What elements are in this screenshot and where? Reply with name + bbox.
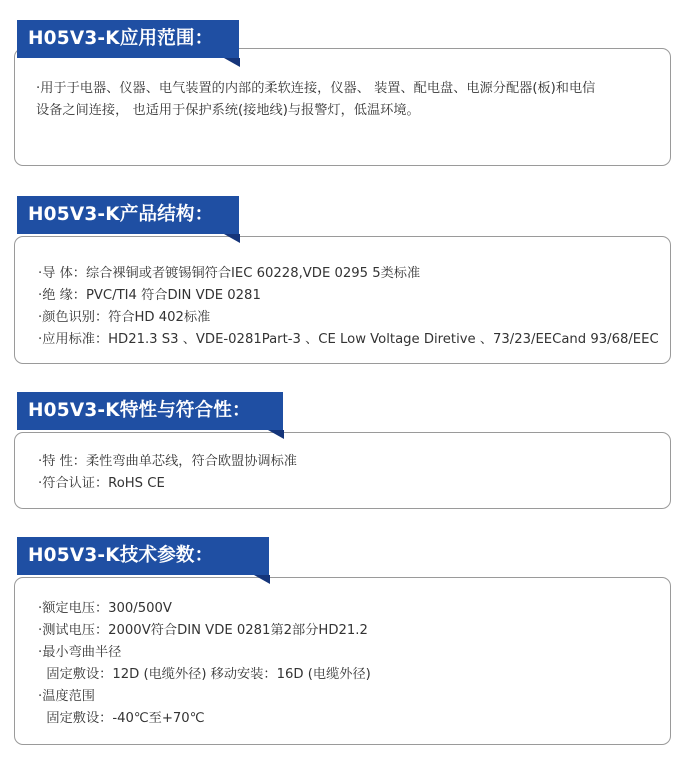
body-line: ·应用标准：HD21.3 S3 、VDE-0281Part-3 、CE Low Voltage Diretive 、73/23/EECand 93/68/EEC [38, 332, 659, 347]
body-line: ·符合认证：RoHS CE [38, 476, 165, 491]
body-line: ·颜色识别：符合HD 402标准 [38, 310, 211, 325]
body-line: 固定敷设：-40℃至+70℃ [38, 711, 205, 726]
body-line: ·导 体：综合裸铜或者镀锡铜符合IEC 60228,VDE 0295 5类标准 [38, 266, 421, 281]
title-tab-decoration [268, 430, 284, 439]
body-line: 固定敷设：12D (电缆外径) 移动安装：16D (电缆外径) [38, 667, 371, 682]
section-body [38, 451, 663, 495]
section-product-structure [14, 196, 671, 364]
body-line: ·用于于电器、仪器、电气装置的内部的柔软连接，仪器、 装置、配电盘、电源分配器(板)和电信 [36, 81, 596, 96]
section-features-compliance [14, 392, 671, 509]
section-body [38, 263, 663, 351]
section-title: H05V3-K特性与符合性： [17, 392, 283, 430]
section-body [38, 598, 663, 730]
body-line: ·测试电压：2000V符合DIN VDE 0281第2部分HD21.2 [38, 623, 368, 638]
section-title: H05V3-K产品结构： [17, 196, 239, 234]
body-line: ·额定电压：300/500V [38, 601, 172, 616]
body-line: 设备之间连接， 也适用于保护系统(接地线)与报警灯，低温环境。 [36, 103, 420, 118]
section-title: H05V3-K技术参数： [17, 537, 269, 575]
body-line: ·温度范围 [38, 689, 95, 704]
body-line: ·最小弯曲半径 [38, 645, 122, 660]
title-tab-decoration [224, 234, 240, 243]
body-line: ·绝 缘：PVC/TI4 符合DIN VDE 0281 [38, 288, 261, 303]
title-tab-decoration [224, 58, 240, 67]
body-line: ·特 性：柔性弯曲单芯线，符合欧盟协调标准 [38, 454, 297, 469]
section-technical-parameters [14, 537, 671, 745]
title-tab-decoration [254, 575, 270, 584]
section-application-scope [14, 14, 671, 166]
section-title: H05V3-K应用范围： [17, 20, 239, 58]
section-body [36, 78, 663, 122]
